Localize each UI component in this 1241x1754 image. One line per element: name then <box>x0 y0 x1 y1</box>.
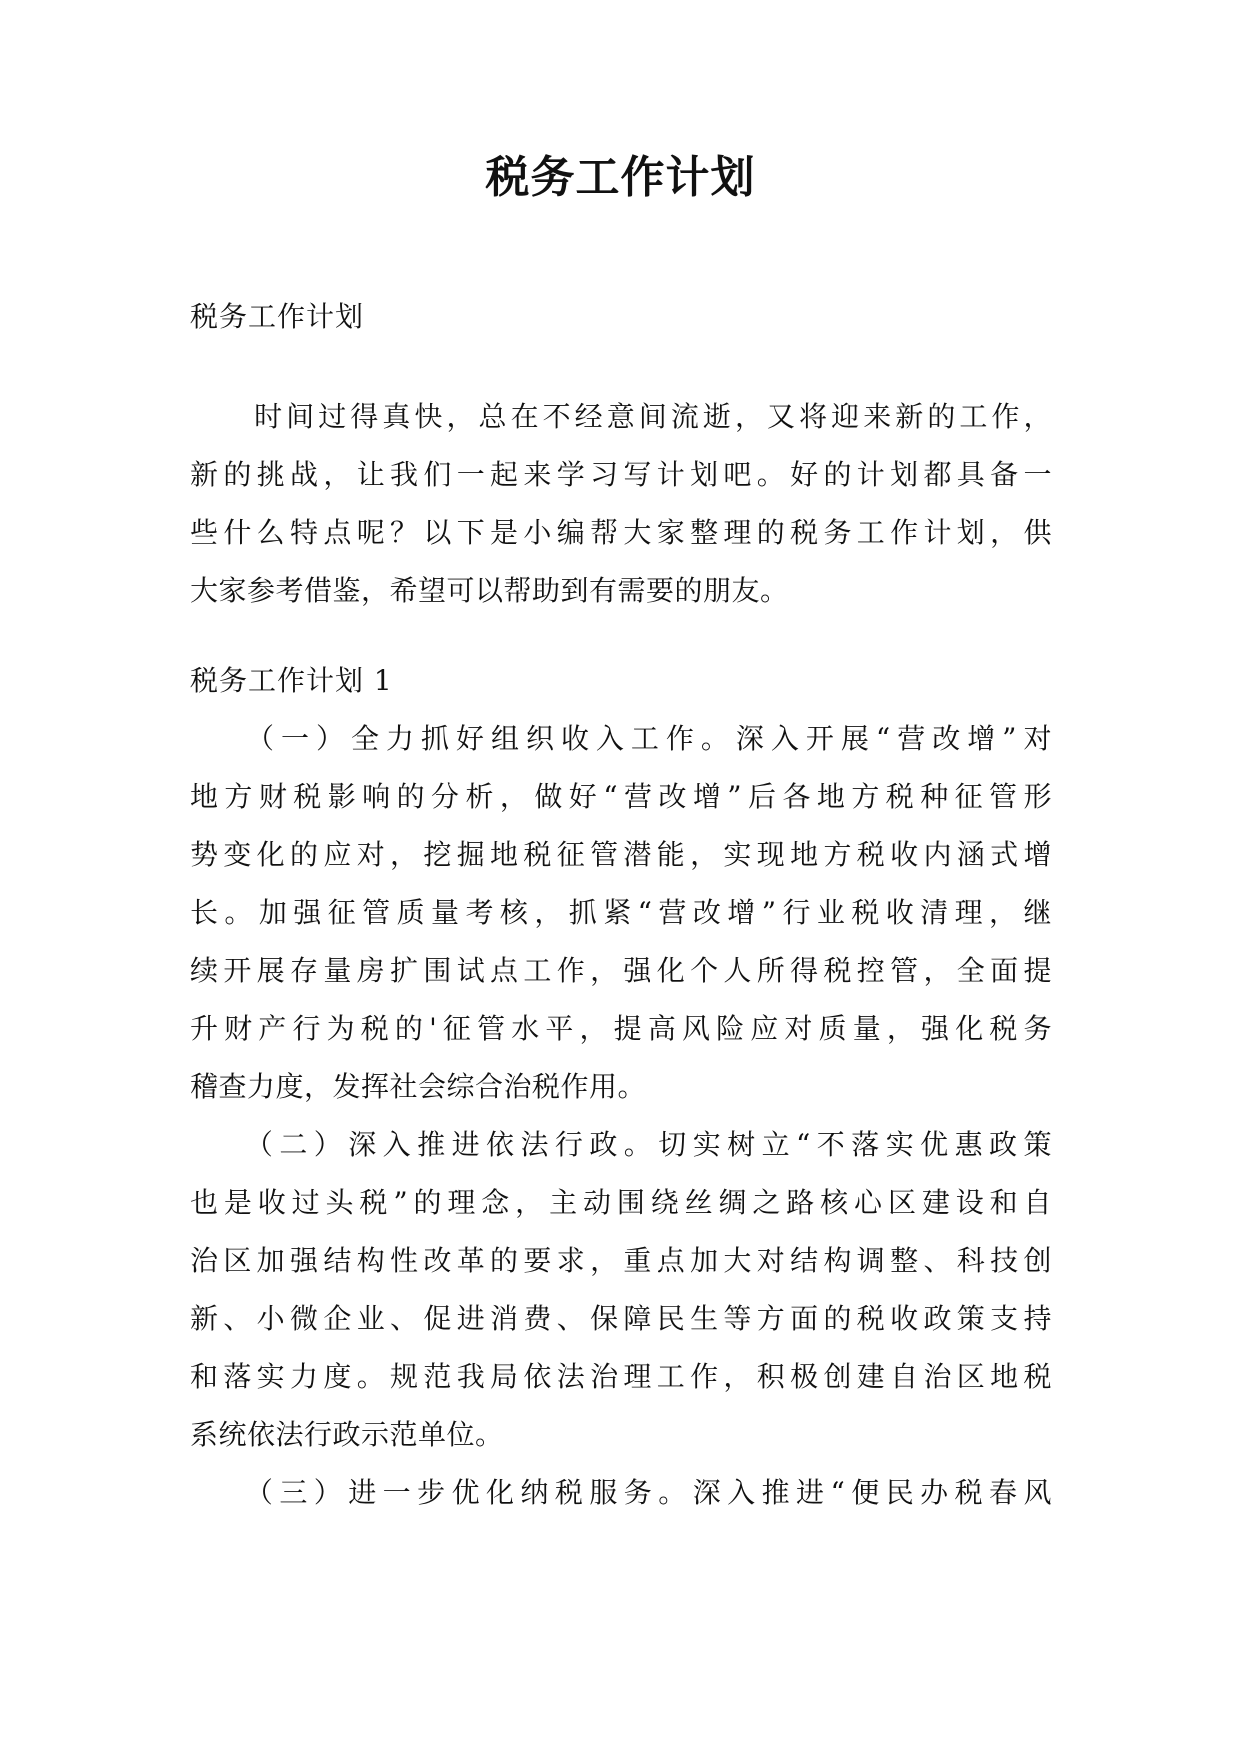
paragraph-2 <box>190 1116 1052 1464</box>
paragraph-line: 和落实力度。规范我局依法治理工作，积极创建自治区地税 <box>190 1360 1052 1393</box>
paragraph-3 <box>190 1464 1052 1522</box>
paragraph-1 <box>190 710 1052 1116</box>
paragraph-line: 时间过得真快，总在不经意间流逝，又将迎来新的工作， <box>190 400 1052 433</box>
document-subtitle: 税务工作计划 <box>190 300 365 333</box>
document-title: 税务工作计划 <box>485 152 756 203</box>
spacer <box>190 346 1052 388</box>
paragraph-line: 新、小微企业、促进消费、保障民生等方面的税收政策支持 <box>190 1302 1052 1335</box>
paragraph-line: （二）深入推进依法行政。切实树立“不落实优惠政策 <box>190 1128 1052 1161</box>
paragraph-line: 新的挑战，让我们一起来学习写计划吧。好的计划都具备一 <box>190 458 1052 491</box>
paragraph-line: 些什么特点呢？以下是小编帮大家整理的税务工作计划，供 <box>190 516 1052 549</box>
spacer <box>190 620 1052 652</box>
intro-paragraph <box>190 388 1052 620</box>
document-body <box>190 288 1052 1522</box>
paragraph-line: 治区加强结构性改革的要求，重点加大对结构调整、科技创 <box>190 1244 1052 1277</box>
paragraph-line: 稽查力度，发挥社会综合治税作用。 <box>190 1070 647 1103</box>
paragraph-line: 系统依法行政示范单位。 <box>190 1418 504 1451</box>
paragraph-line: 大家参考借鉴，希望可以帮助到有需要的朋友。 <box>190 574 789 607</box>
paragraph-line: 长。加强征管质量考核，抓紧“营改增”行业税收清理，继 <box>190 896 1052 929</box>
paragraph-line: 地方财税影响的分析，做好“营改增”后各地方税种征管形 <box>190 780 1052 813</box>
paragraph-line: 续开展存量房扩围试点工作，强化个人所得税控管，全面提 <box>190 954 1052 987</box>
section-heading: 税务工作计划 1 <box>190 664 393 697</box>
paragraph-line: （一）全力抓好组织收入工作。深入开展“营改增”对 <box>190 722 1052 755</box>
paragraph-line: 升财产行为税的'征管水平，提高风险应对质量，强化税务 <box>190 1012 1052 1045</box>
paragraph-line: （三）进一步优化纳税服务。深入推进“便民办税春风 <box>190 1476 1052 1509</box>
paragraph-line: 势变化的应对，挖掘地税征管潜能，实现地方税收内涵式增 <box>190 838 1052 871</box>
paragraph-line: 也是收过头税”的理念，主动围绕丝绸之路核心区建设和自 <box>190 1186 1052 1219</box>
